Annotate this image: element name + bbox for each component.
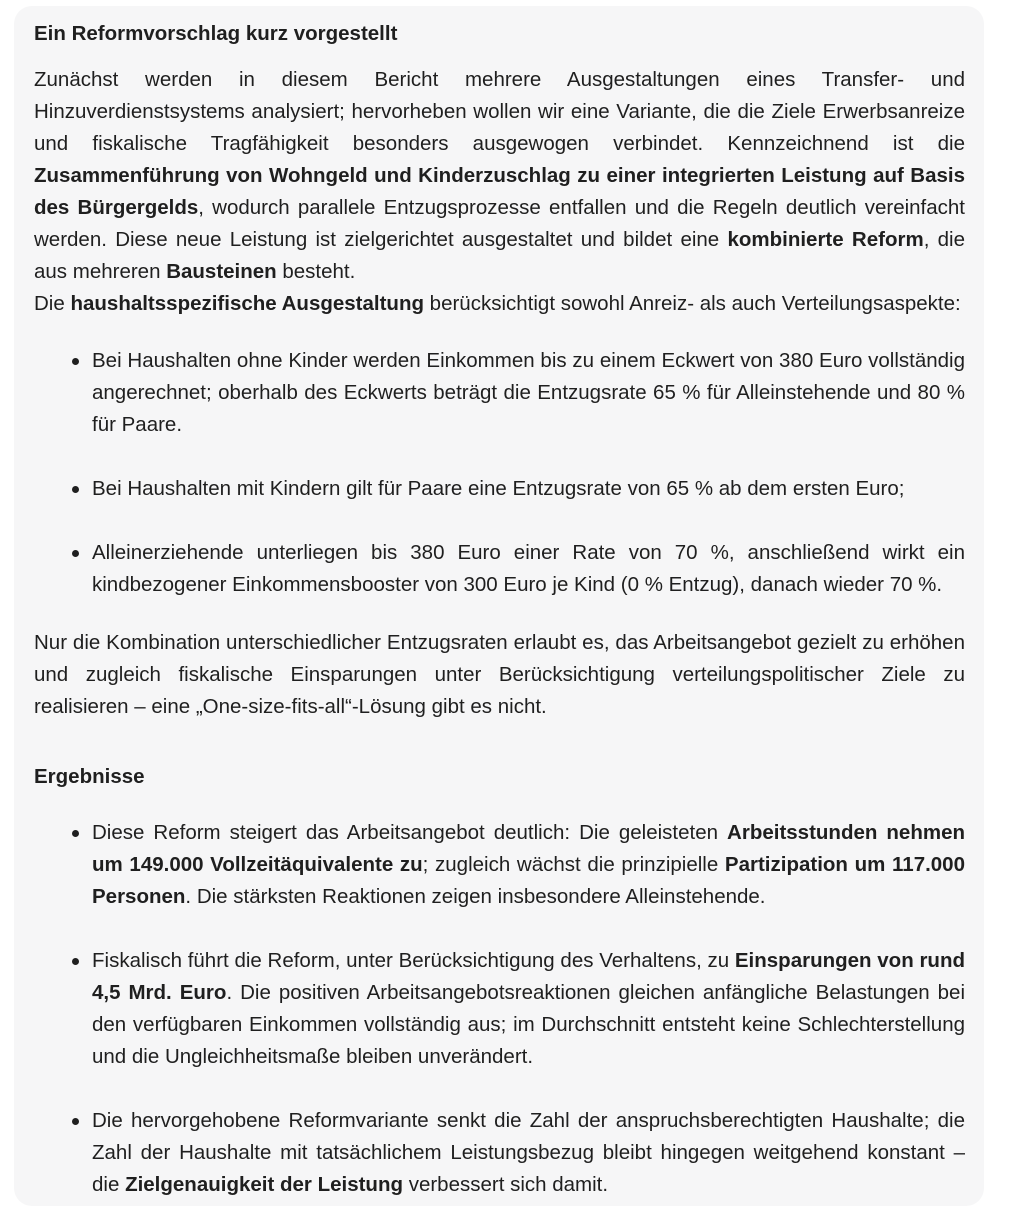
content-card xyxy=(14,6,984,1206)
result1-text-3: . Die stärksten Reaktionen zeigen insbesondere Alleinstehende. xyxy=(185,885,766,908)
result2-text-1: Fiskalisch führt die Reform, unter Berücksichtigung des Verhaltens, zu xyxy=(92,949,735,972)
results-bullet-list xyxy=(34,817,965,1201)
list-item xyxy=(92,817,965,913)
design-paragraph xyxy=(34,288,965,320)
list-item xyxy=(92,945,965,1073)
result3-bold-accuracy: Zielgenauigkeit der Leistung xyxy=(125,1173,403,1196)
intro-text-4: besteht. xyxy=(276,260,356,283)
intro-text-3: , die aus mehreren xyxy=(34,228,966,283)
result1-bold-participation: Partizipation um 117.000 Personen xyxy=(92,853,965,908)
section-title-results: Ergebnisse xyxy=(34,765,145,788)
design-bold: haushaltsspezifische Ausgestaltung xyxy=(70,292,424,315)
result2-bold-savings: Einsparungen von rund 4,5 Mrd. Euro xyxy=(92,949,965,1004)
reform-bullet-list xyxy=(34,345,965,601)
conclusion-paragraph: Nur die Kombination unterschiedlicher Entzugsraten erlaubt es, das Arbeitsangebot gezielt zu erhöhen und zugleich fiskalische Einsparungen unter Berücksichtigung verteilungspolitischer Ziele zu realisieren – eine „One-size-fits-all“-Lösung gibt es nicht. xyxy=(34,631,965,718)
result1-text-1: Diese Reform steigert das Arbeitsangebot deutlich: Die geleisteten xyxy=(92,821,728,844)
result3-text-1: Die hervorgehobene Reformvariante senkt die Zahl der anspruchsberechtigten Haushalte; die Zahl der Haushalte mit tatsächlichem Leistungsbezug bleibt hingegen weitgehend konstant – die xyxy=(92,1109,965,1196)
list-item: Alleinerziehende unterliegen bis 380 Euro einer Rate von 70 %, anschließend wirkt ein kindbezogener Einkommensbooster von 300 Euro je Kind (0 % Entzug), danach wieder 70 %. xyxy=(92,537,965,601)
result1-bold-hours: Arbeitsstunden nehmen um 149.000 Vollzeitäquivalente zu xyxy=(92,821,966,876)
intro-paragraph xyxy=(34,64,965,288)
list-item xyxy=(92,1105,965,1201)
list-item: Bei Haushalten ohne Kinder werden Einkommen bis zu einem Eckwert von 380 Euro vollständig angerechnet; oberhalb des Eckwerts beträgt die Entzugsrate 65 % für Alleinstehende und 80 % für Paare. xyxy=(92,345,965,441)
intro-bold-merger: Zusammenführung von Wohngeld und Kinderzuschlag zu einer integrierten Leistung auf Basis des Bürgergelds xyxy=(34,164,965,219)
list-item: Bei Haushalten mit Kindern gilt für Paare eine Entzugsrate von 65 % ab dem ersten Euro; xyxy=(92,473,965,505)
result2-text-2: . Die positiven Arbeitsangebotsreaktionen gleichen anfängliche Belastungen bei den verfügbaren Einkommen vollständig aus; im Durchschnitt entsteht keine Schlechterstellung und die Ungleichheitsmaße bleiben unverändert. xyxy=(92,981,965,1068)
intro-text-1: Zunächst werden in diesem Bericht mehrere Ausgestaltungen eines Transfer- und Hinzuverdienstsystems analysiert; hervorheben wollen wir eine Variante, die die Ziele Erwerbsanreize und fiskalische Tragfähigkeit besonders ausgewogen verbindet. Kennzeichnend ist die xyxy=(34,68,965,155)
design-text-1: Die xyxy=(34,292,71,315)
result1-text-2: ; zugleich wächst die prinzipielle xyxy=(422,853,725,876)
intro-bold-combined-reform: kombinierte Reform xyxy=(727,228,924,251)
design-text-2: berücksichtigt sowohl Anreiz- als auch Verteilungsaspekte: xyxy=(423,292,961,315)
intro-bold-components: Bausteinen xyxy=(166,260,277,283)
intro-text-2: , wodurch parallele Entzugsprozesse entfallen und die Regeln deutlich vereinfacht werden. Diese neue Leistung ist zielgerichtet ausgestaltet und bildet eine xyxy=(34,196,965,251)
section-title-reform: Ein Reformvorschlag kurz vorgestellt xyxy=(34,22,398,45)
result3-text-2: verbessert sich damit. xyxy=(403,1173,609,1196)
